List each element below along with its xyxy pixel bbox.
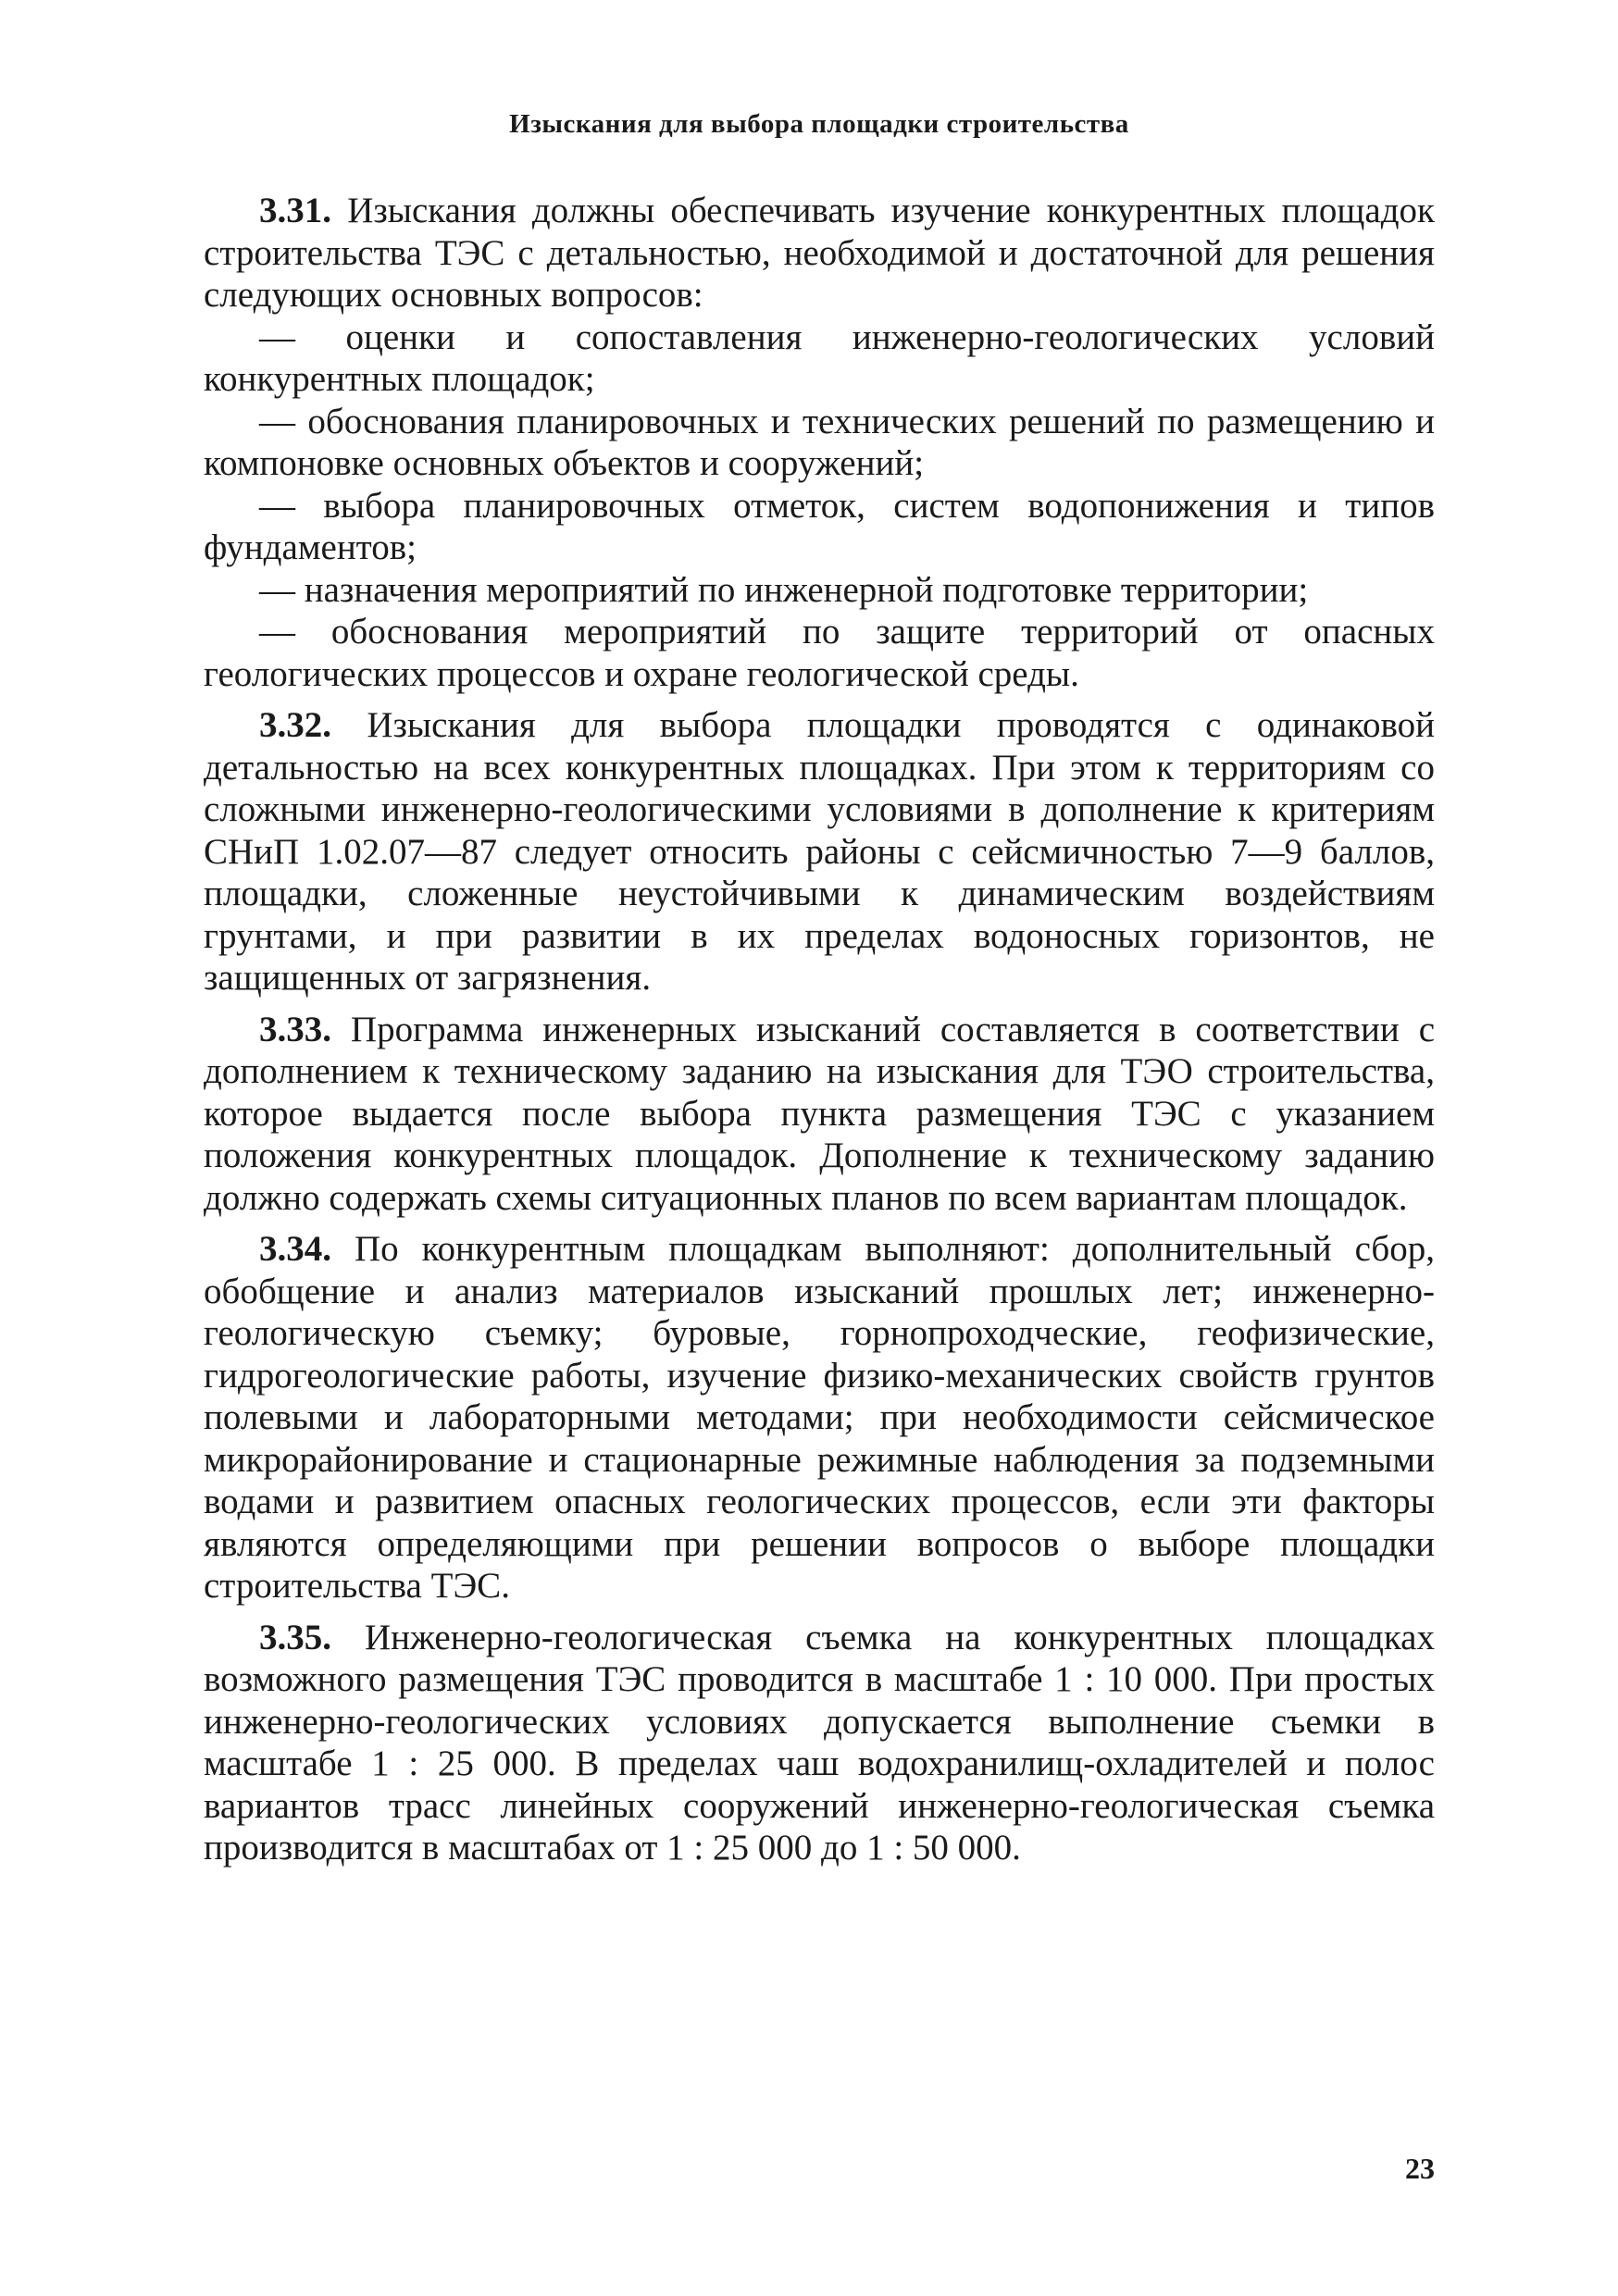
- paragraph-3-31: [204, 190, 1435, 316]
- list-item: — назначения мероприятий по инженерной подготовке территории;: [259, 569, 1309, 610]
- paragraph-3-35: [204, 1617, 1435, 1869]
- paragraph-text: Программа инженерных изысканий составляется в соответствии с дополнением к техническому заданию на изыскания для ТЭО строительства, которое выдается после выбора пункта размещения ТЭС с указанием положения конкурентных площадок. Дополнение к техническому заданию должно содержать схемы ситуационных планов по всем вариантам площадок.: [204, 1009, 1435, 1218]
- paragraph-text: По конкурентным площадкам выполняют: дополнительный сбор, обобщение и анализ материалов изысканий прошлых лет; инженерно-геологическую съемку; буровые, горнопроходческие, геофизические, гидрогеологические работы, изучение физико-механических свойств грунтов полевыми и лабораторными методами; при необходимости сейсмическое микрорайонирование и стационарные режимные наблюдения за подземными водами и развитием опасных геологических процессов, если эти факторы являются определяющими при решении вопросов о выборе площадки строительства ТЭС.: [204, 1229, 1435, 1606]
- list-item: — обоснования планировочных и технических решений по размещению и компоновке основных объектов и сооружений;: [204, 401, 1435, 483]
- list-item: — выбора планировочных отметок, систем водопонижения и типов фундаментов;: [204, 485, 1435, 567]
- paragraph-3-34: [204, 1228, 1435, 1607]
- paragraph-number: 3.31.: [259, 191, 331, 230]
- list-item: — оценки и сопоставления инженерно-геологических условий конкурентных площадок;: [204, 316, 1435, 399]
- document-page: [204, 93, 1435, 2221]
- paragraph-text: Изыскания для выбора площадки проводятся с одинаковой детальностью на всех конкурентных площадках. При этом к территориям со сложными инженерно-геологическими условиями в дополнение к критериям СНиП 1.02.07—87 следует относить районы с сейсмичностью 7—9 баллов, площадки, сложенные неустойчивыми к динамическим воздействиям грунтами, и при развитии в их пределах водоносных горизонтов, не защищенных от загрязнения.: [204, 705, 1436, 998]
- paragraph-number: 3.35.: [259, 1617, 331, 1657]
- page-number: 23: [1405, 2152, 1435, 2185]
- paragraph-3-33: [204, 1009, 1435, 1220]
- paragraph-number: 3.34.: [259, 1229, 331, 1269]
- paragraph-3-32: [204, 704, 1435, 999]
- paragraph-text: Инженерно-геологическая съемка на конкурентных площадках возможного размещения ТЭС проводится в масштабе 1 : 10 000. При простых инженерно-геологических условиях допускается выполнение съемки в масштабе 1 : 25 000. В пределах чаш водохранилищ-охладителей и полос вариантов трасс линейных сооружений инженерно-геологическая съемка производится в масштабах от 1 : 25 000 до 1 : 50 000.: [204, 1617, 1435, 1868]
- paragraph-number: 3.33.: [259, 1009, 331, 1049]
- paragraph-text: Изыскания должны обеспечивать изучение конкурентных площадок строительства ТЭС с детальностью, необходимой и достаточной для решения следующих основных вопросов:: [204, 191, 1435, 315]
- paragraph-number: 3.32.: [259, 705, 331, 745]
- list-item: — обоснования мероприятий по защите территорий от опасных геологических процессов и охране геологической среды.: [204, 612, 1435, 694]
- section-heading: Изыскания для выбора площадки строительства: [509, 109, 1129, 139]
